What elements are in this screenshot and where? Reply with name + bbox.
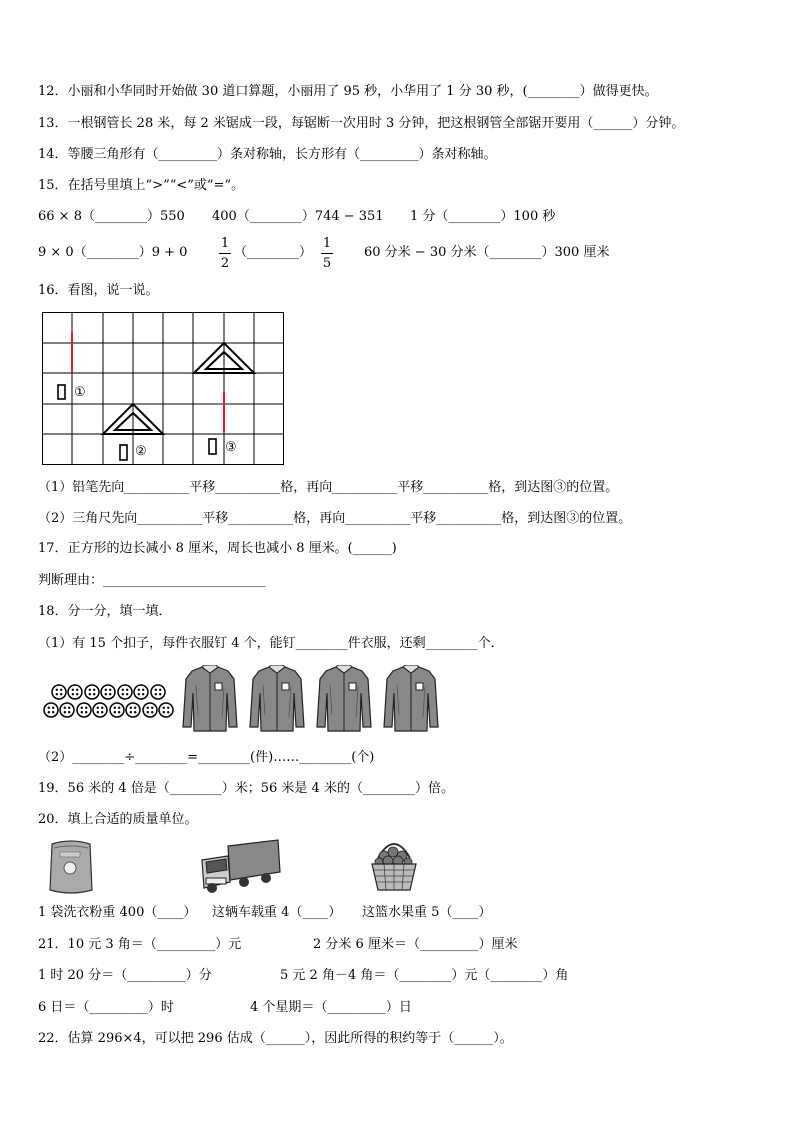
- question-21-money: 5 元 2 角－4 角＝（________）元（________）角: [280, 968, 569, 983]
- question-17: 17．正方形的边长减小 8 厘米，周长也减小 8 厘米。(______): [38, 541, 397, 556]
- question-16-part-1: （1）铅笔先向__________平移__________格，再向__________平移__________格，到达图③的位置。: [38, 480, 619, 495]
- figure-label-2: ②: [135, 444, 147, 459]
- compare-1min: 1 分（________）100 秒: [410, 209, 556, 224]
- question-20-detergent: 1 袋洗衣粉重 400（____）: [38, 905, 197, 920]
- compare-fractions: （________）: [234, 245, 313, 260]
- question-16-part-2: （2）三角尺先向__________平移__________格，再向__________平移__________格，到达图③的位置。: [38, 511, 632, 526]
- question-12: 12．小丽和小华同时开始做 30 道口算题，小丽用了 95 秒，小华用了 1 分 30 秒，(________）做得更快。: [38, 84, 658, 99]
- question-13: 13．一根钢管长 28 米，每 2 米锯成一段，每锯断一次用时 3 分钟，把这根钢管全部锯开要用（______）分钟。: [38, 116, 685, 131]
- figure-label-3: ③: [225, 440, 237, 455]
- shirt-icon: [384, 665, 438, 731]
- question-21-minutes: 1 时 20 分＝（_________）分: [38, 968, 212, 983]
- question-18-part-2: （2）________÷________=________(件)……________(个): [38, 750, 375, 765]
- question-20-basket: 这篮水果重 5（____）: [362, 905, 492, 920]
- question-19: 19．56 米的 4 倍是（________）米；56 米是 4 米的（________）倍。: [38, 781, 454, 796]
- question-18-part-1: （1）有 15 个扣子，每件衣服钉 4 个，能钉________件衣服，还剩________个．: [38, 636, 504, 651]
- figure-label-1: ①: [74, 385, 86, 400]
- compare-400: 400（________）744 − 351: [212, 209, 384, 224]
- compare-9x0: 9 × 0（________）9 + 0: [38, 245, 188, 260]
- shirt-icon: [183, 665, 237, 731]
- pencil-shape-3: [209, 439, 216, 454]
- question-14: 14．等腰三角形有（_________）条对称轴，长方形有（_________）条对称轴。: [38, 147, 497, 162]
- question-20: 20．填上合适的质量单位。: [38, 812, 198, 827]
- question-20-truck: 这辆车载重 4（____）: [212, 905, 342, 920]
- question-17-reason: 判断理由：_________________________: [38, 573, 266, 588]
- question-22: 22．估算 296×4，可以把 296 估成（______），因此所得的积约等于（______）。: [38, 1031, 513, 1046]
- pencil-shape-2: [120, 445, 127, 460]
- fraction-fifth-den: 5: [322, 256, 332, 271]
- fraction-fifth-num: 1: [322, 236, 332, 251]
- shirt-icon: [317, 665, 371, 731]
- question-21-cm: 2 分米 6 厘米＝（_________）厘米: [313, 937, 518, 952]
- shirts-group: [180, 665, 445, 733]
- fruit-basket-icon: [368, 832, 420, 894]
- fraction-bar: [321, 253, 333, 254]
- fraction-half-num: 1: [220, 236, 230, 251]
- question-21-hours: 6 日＝（_________）时: [38, 1000, 174, 1015]
- buttons-icon: [42, 683, 176, 719]
- compare-decimeters: 60 分米 − 30 分米（________）300 厘米: [364, 245, 610, 260]
- question-16: 16．看图，说一说。: [38, 283, 159, 298]
- detergent-bag-icon: [48, 838, 94, 896]
- shirt-icon: [250, 665, 304, 731]
- truck-icon: [200, 838, 282, 896]
- question-21-yuan: 21．10 元 3 角＝（_________）元: [38, 937, 242, 952]
- question-18: 18．分一分，填一填．: [38, 604, 172, 619]
- fraction-bar: [219, 253, 231, 254]
- fraction-half-den: 2: [220, 256, 230, 271]
- question-21-days: 4 个星期＝（_________）日: [250, 1000, 412, 1015]
- pencil-shape-1: [58, 385, 65, 399]
- compare-66x8: 66 × 8（________）550: [38, 209, 185, 224]
- question-15: 15．在括号里填上“>”“<”或“=”。: [38, 178, 245, 193]
